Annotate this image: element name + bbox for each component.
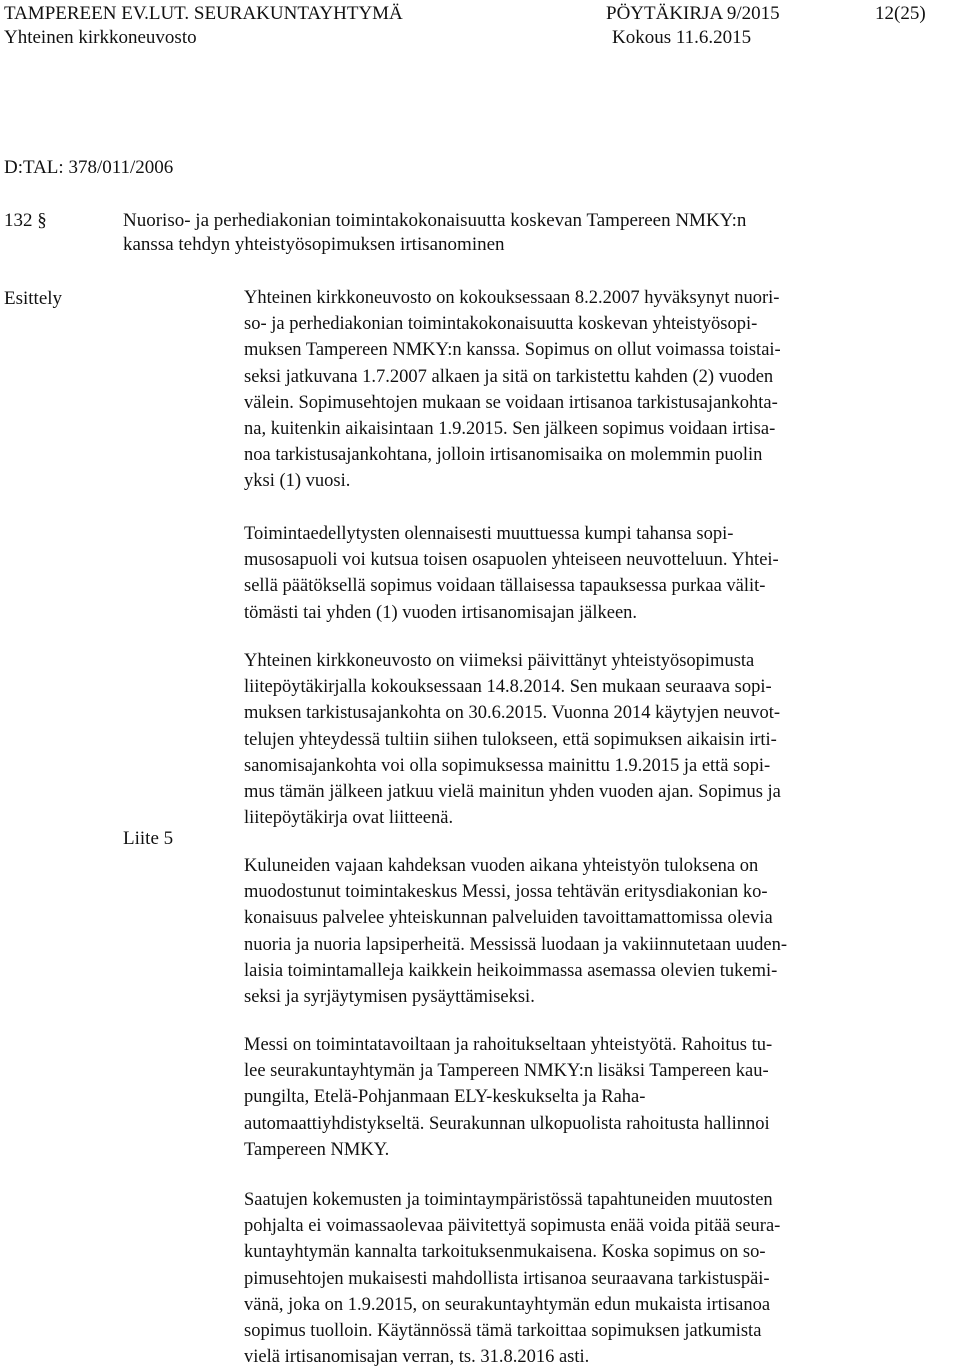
- paragraph-line: Toimintaedellytysten olennaisesti muuttuessa kumpi tahansa sopi-: [244, 524, 734, 544]
- paragraph-line: tömästi tai yhden (1) vuoden irtisanomisajan jälkeen.: [244, 602, 638, 623]
- paragraph-line: nuoria ja nuoria lapsiperheitä. Messissä luodaan ja vakiinnutetaan uuden-: [244, 934, 788, 955]
- paragraph-line: konaisuus palvelee yhteiskunnan palveluiden tavoittamattomissa olevia: [244, 908, 773, 929]
- paragraph-line: muksen Tampereen NMKY:n kanssa. Sopimus on ollut voimassa toistai-: [244, 340, 781, 361]
- section-number: 132 §: [4, 210, 47, 231]
- page-number: 12(25): [875, 3, 926, 24]
- paragraph: [244, 853, 944, 1010]
- document-type: PÖYTÄKIRJA 9/2015: [606, 3, 780, 24]
- paragraph-line: so- ja perhediakonian toimintakokonaisuutta koskevan yhteistyösopi-: [244, 314, 758, 335]
- section-title-line: Nuoriso- ja perhediakonian toimintakokonaisuutta koskevan Tampereen NMKY:n: [123, 210, 747, 231]
- organization-name: TAMPEREEN EV.LUT. SEURAKUNTAYHTYMÄ: [4, 3, 403, 24]
- governing-body: Yhteinen kirkkoneuvosto: [4, 27, 197, 48]
- paragraph: [244, 1187, 944, 1370]
- record-number: D:TAL: 378/011/2006: [4, 157, 174, 178]
- paragraph-line: sopimus tuolloin. Käytännössä tämä tarkoittaa sopimuksen jatkumista: [244, 1320, 762, 1341]
- paragraph-line: vielä irtisanomisajan verran, ts. 31.8.2016 asti.: [244, 1347, 590, 1368]
- paragraph-line: pohjalta ei voimassaolevaa päivitettyä sopimusta enää voida pitää seura-: [244, 1216, 781, 1237]
- paragraph-line: automaattiyhdistykseltä. Seurakunnan ulkopuolista rahoitusta hallinnoi: [244, 1113, 770, 1134]
- paragraph-line: pungilta, Etelä-Pohjanmaan ELY-keskukselta ja Raha-: [244, 1087, 646, 1108]
- paragraph: [244, 1032, 944, 1163]
- paragraph-line: Saatujen kokemusten ja toimintaympäristössä tapahtuneiden muutosten: [244, 1190, 773, 1210]
- paragraph-line: na, kuitenkin aikaisintaan 1.9.2015. Sen jälkeen sopimus voidaan irtisa-: [244, 418, 776, 439]
- section-title: [123, 209, 903, 257]
- paragraph-line: Kuluneiden vajaan kahdeksan vuoden aikana yhteistyön tuloksena on: [244, 856, 759, 876]
- paragraph-line: Messi on toimintatavoiltaan ja rahoitukseltaan yhteistyötä. Rahoitus tu-: [244, 1035, 773, 1055]
- paragraph-line: telujen yhteydessä tultiin siihen tulokseen, että sopimuksen aikaisin irti-: [244, 729, 777, 750]
- paragraph-line: liitepöytäkirja ovat liitteenä.: [244, 808, 454, 829]
- paragraph-line: laisia toimintamalleja kaikkein heikoimmassa asemassa olevien tukemi-: [244, 960, 778, 981]
- paragraph: [244, 521, 944, 626]
- paragraph-line: yksi (1) vuosi.: [244, 471, 351, 492]
- paragraph-line: pimusehtojen mukaisesti mahdollista irtisanoa seuraavana tarkistuspäi-: [244, 1268, 770, 1289]
- paragraph-line: vänä, joka on 1.9.2015, on seurakuntayhtymän edun mukaista irtisanoa: [244, 1294, 771, 1315]
- paragraph-line: kuntayhtymän kannalta tarkoituksenmukaisena. Koska sopimus on so-: [244, 1242, 766, 1263]
- section-title-line: kanssa tehdyn yhteistyösopimuksen irtisanominen: [123, 234, 505, 255]
- page-header: [4, 2, 956, 50]
- paragraph-line: Yhteinen kirkkoneuvosto on kokouksessaan 8.2.2007 hyväksynyt nuori-: [244, 288, 780, 308]
- paragraph-line: Yhteinen kirkkoneuvosto on viimeksi päivittänyt yhteistyösopimusta: [244, 651, 755, 671]
- paragraph-line: muodostunut toimintakeskus Messi, jossa tehtävän eritysdiakonian ko-: [244, 882, 768, 903]
- meeting-date: Kokous 11.6.2015: [612, 27, 752, 48]
- paragraph: [244, 285, 944, 495]
- paragraph-line: noa tarkistusajankohtana, jolloin irtisanomisaika on molemmin puolin: [244, 445, 763, 466]
- paragraph-line: seksi ja syrjäytymisen pysäyttämiseksi.: [244, 986, 535, 1007]
- esittely-label: Esittely: [4, 288, 63, 309]
- paragraph-line: sellä päätöksellä sopimus voidaan tällaisessa tapauksessa purkaa välit-: [244, 576, 766, 597]
- paragraph-line: liitepöytäkirjalla kokouksessaan 14.8.2014. Sen mukaan seuraava sopi-: [244, 677, 772, 698]
- paragraph-line: välein. Sopimusehtojen mukaan se voidaan irtisanoa tarkistusajankohta-: [244, 392, 778, 413]
- paragraph-line: seksi jatkuvana 1.7.2007 alkaen ja sitä on tarkistettu kahden (2) vuoden: [244, 366, 774, 387]
- paragraph: [244, 648, 944, 831]
- paragraph-line: lee seurakuntayhtymän ja Tampereen NMKY:n lisäksi Tampereen kau-: [244, 1061, 769, 1082]
- paragraph-line: mus tämän jälkeen jatkuu vielä mainitun yhden vuoden ajan. Sopimus ja: [244, 781, 781, 802]
- attachment-label: Liite 5: [123, 828, 174, 849]
- paragraph-line: muksen tarkistusajankohta on 30.6.2015. Vuonna 2014 käytyjen neuvot-: [244, 703, 780, 724]
- paragraph-line: musosapuoli voi kutsua toisen osapuolen yhteiseen neuvotteluun. Yhtei-: [244, 550, 779, 571]
- paragraph-line: Tampereen NMKY.: [244, 1139, 390, 1160]
- paragraph-line: sanomisajankohta voi olla sopimuksessa mainittu 1.9.2015 ja että sopi-: [244, 755, 771, 776]
